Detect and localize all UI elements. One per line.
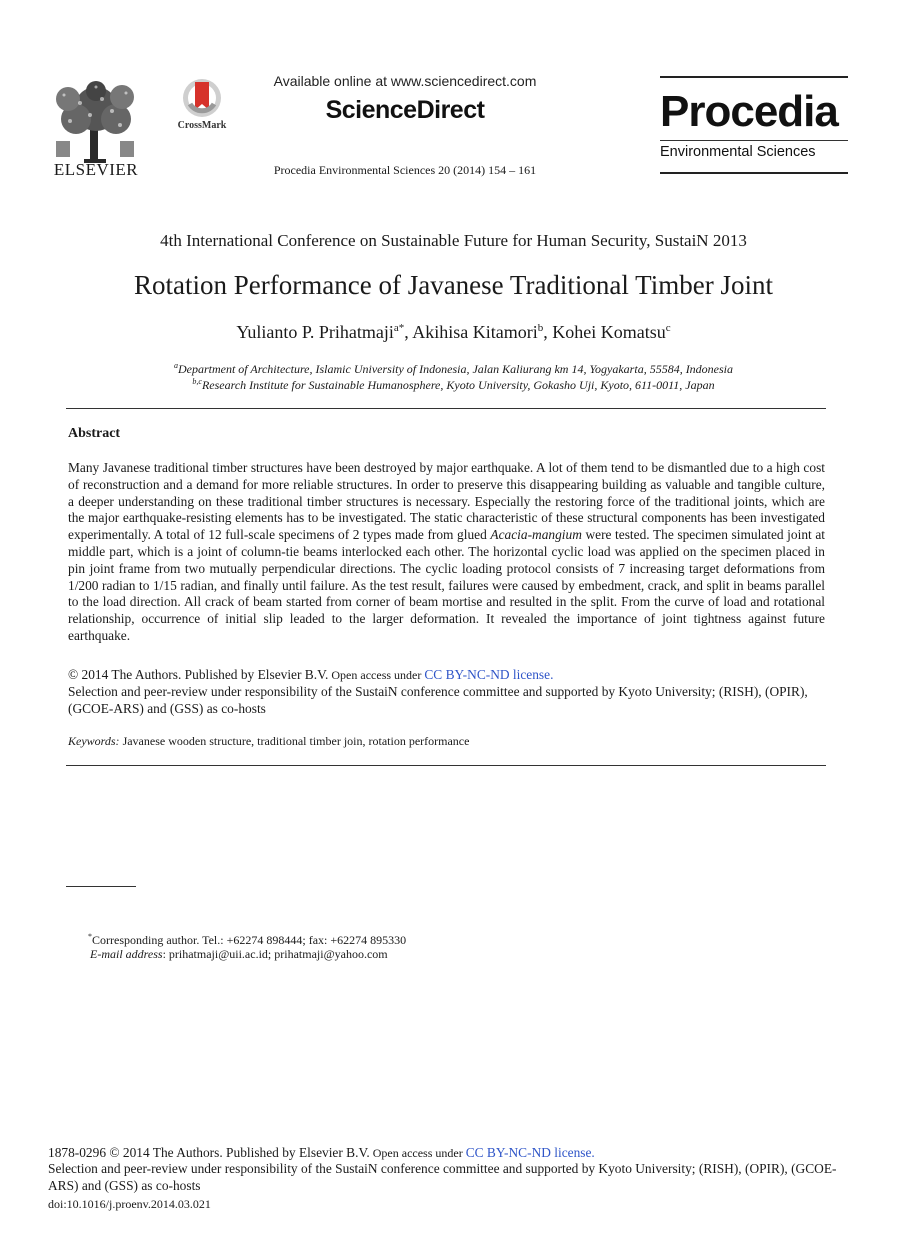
doi[interactable]: doi:10.1016/j.proenv.2014.03.021 — [48, 1197, 211, 1211]
author-marks[interactable]: b — [537, 322, 544, 334]
abstract-body: Many Javanese traditional timber structures have been destroyed by major earthquake. A lot of them tend to be dismantled due to a high cost of reconstruction and a demand for more reliable structures. In order to preserve this disappearing building as valuable and tangible culture, a deeper understanding on these traditional timber structures is necessary. Especially the restoring force of the traditional joints, which are the major earthquake-resisting elements has to be investigated. The static characteristic of these structural components has been investigated experimentally. A total of 12 full-scale specimens of 2 types made from glued Acacia-mangium were tested. The specimen simulated joint at middle part, which is a joint of column-tie beams interlocked each other. The horizontal cyclic load was applied on the specimen placed in pin joint frame from two mutually perpendicular directions. The cyclic loading protocol consists of 7 increasing target deformations from 1/200 radian to 1/15 radian, and finally until failure. As the test result, failures were caused by embedment, crack, and split in beams parallel to the load direction. All crack of beam started from corner of beam mortise and resulted in the split. From the curve of load and rotational relationship, occurrence of initial slip leaded to the larger deformation. It revealed the importance of joint tightness against future earthquake. — [68, 460, 825, 643]
species-name: Acacia-mangium — [490, 527, 582, 543]
paper-title: Rotation Performance of Javanese Traditional Timber Joint — [134, 270, 773, 300]
affiliation-a: $^a$Department of Architecture, Islamic University of Indonesia, Jalan Kaliurang km 14, Yogyakarta, 55584, Indonesia — [173, 361, 734, 376]
peer-review-statement: Selection and peer-review under responsibility of the SustaiN conference committee and supported by Kyoto University; (RISH), (OPIR), (GCOE-ARS) and (GSS) as co-hosts — [68, 684, 808, 716]
email-link[interactable]: : prihatmaji@uii.ac.id; prihatmaji@yahoo.com — [162, 947, 388, 961]
journal-reference: Procedia Environmental Sciences 20 (2014) 154 – 161 — [273, 163, 537, 177]
sciencedirect-logo[interactable]: ScienceDirect — [325, 96, 485, 124]
procedia-top-rule — [660, 76, 848, 78]
author-name: Kohei Komatsu — [552, 322, 666, 342]
footnote-rule — [66, 886, 136, 887]
procedia-mid-rule — [660, 140, 848, 141]
email-address: E-mail address: prihatmaji@uii.ac.id; prihatmaji@yahoo.com — [90, 947, 388, 961]
publisher-name: ELSEVIER — [53, 160, 139, 179]
author-name: Akihisa Kitamori — [412, 322, 538, 342]
author-list: Yulianto P. Prihatmaji$^{a*}$, Akihisa Kitamori$^b$, Kohei Komatsu$^c$ — [236, 322, 671, 342]
procedia-subtitle: Environmental Sciences — [660, 144, 816, 160]
corresponding-author: *Corresponding author. Tel.: +62274 898444; fax: +62274 895330 — [88, 932, 407, 947]
affiliation-bc: $^{b,c}$Research Institute for Sustainable Humanosphere, Kyoto University, Gokasho Uji, Kyoto, 611-0011, Japan — [192, 377, 715, 392]
footer-license-link[interactable]: CC BY-NC-ND license. — [465, 1145, 595, 1160]
abstract-bottom-rule — [66, 765, 826, 766]
available-online-text: Available online at www.sciencedirect.com — [273, 73, 537, 89]
procedia-bottom-rule — [660, 172, 848, 174]
conference-name: 4th International Conference on Sustainable Future for Human Security, SustaiN 2013 — [160, 231, 747, 250]
license-link[interactable]: CC BY-NC-ND license. — [424, 667, 554, 682]
copyright-line: © 2014 The Authors. Published by Elsevier B.V. Open access under CC BY-NC-ND license. — [68, 667, 554, 682]
author-marks[interactable]: a* — [393, 322, 405, 334]
footer-peer-review: Selection and peer-review under responsibility of the SustaiN conference committee and supported by Kyoto University; (RISH), (OPIR), (GCOE-ARS) and (GSS) as co-hosts — [48, 1161, 837, 1193]
crossmark-label: CrossMark — [177, 120, 227, 131]
author-marks[interactable]: c — [665, 322, 671, 334]
author-name: Yulianto P. Prihatmaji — [236, 322, 394, 342]
procedia-logo: Procedia — [660, 87, 838, 136]
keywords: Keywords: Javanese wooden structure, traditional timber join, rotation performance — [68, 734, 470, 748]
footer-issn-line: 1878-0296 © 2014 The Authors. Published by Elsevier B.V. Open access under CC BY-NC-ND license. — [48, 1145, 595, 1160]
abstract-heading: Abstract — [68, 426, 121, 441]
abstract-top-rule — [66, 408, 826, 409]
